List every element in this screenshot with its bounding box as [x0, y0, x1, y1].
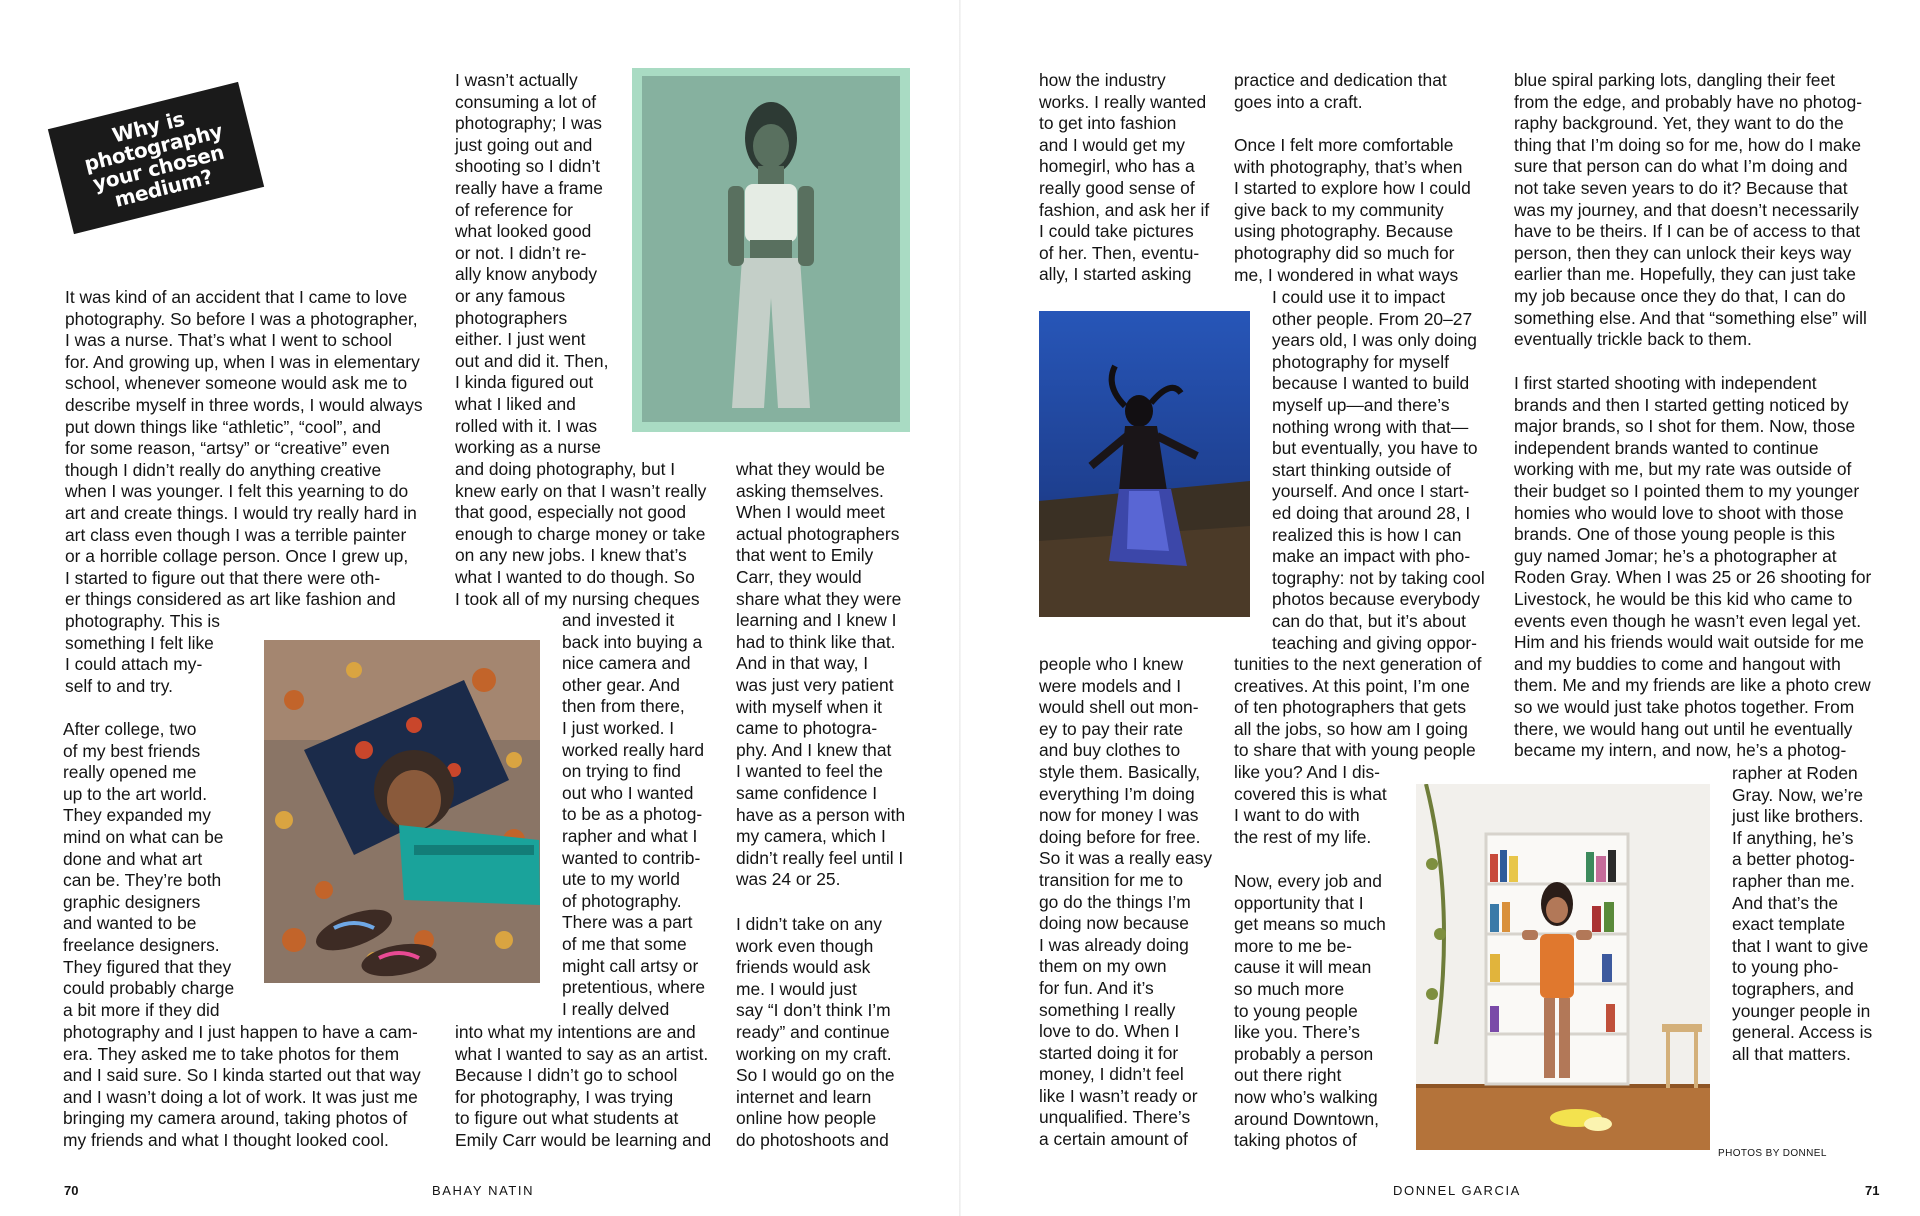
col6-paragraph-1: blue spiral parking lots, dangling their feet from the edge, and probably have no photog- raphy background. Yet, they want to do the thing that I’m doing so for me, how do I make sure that person can do what I’m doing and not take seven years to do it? Because that was my journey, and that doesn’t necessarily have to be theirs. If I can be of access to that person, then they can unlock their keys way earlier than me. Hopefully, they can just take my job because once they do that, I can do something else. And that “something else” will eventually trickle back to them.	[1514, 70, 1867, 350]
col6-paragraph-2: I first started shooting with independent brands and then I started getting noticed by major brands, so I shot for them. Now, those independent brands wanted to continue working with me, but my rate was outside of their budget so I pointed them to my younger homies who would love to shoot with those brands. One of those young people is this guy named Jomar; he’s a photographer at Roden Gray. When I was 25 or 26 shooting for Livestock, he would be this kid who came to events even though he wasn’t even legal yet. Him and his friends would wait outside for me and my buddies to come and hangout with them. Me and my friends are like a photo crew so we would just take photos together. From there, we would hang out until he eventually became my intern, and now, he’s a photog-	[1514, 373, 1872, 761]
col4-paragraph-1: how the industry works. I really wanted to get into fashion and I would get my homegirl, who has a really good sense of fashion, and ask her if I could take pictures of her. Then, eventu- ally, I started asking	[1039, 70, 1210, 285]
photo-blue-hour-field	[1039, 311, 1250, 617]
page-number-right: 71	[1865, 1183, 1880, 1198]
col3-paragraph-2: I didn’t take on any work even though friends would ask me. I would just say “I don’t think I’m ready” and continue working on my craft. So I would go on the internet and learn online how people do photoshoots and	[736, 914, 895, 1150]
photo-bookshelf-interior	[1416, 784, 1710, 1150]
col2-paragraph-2: and doing photography, but I knew early on that I wasn’t really that good, especially not good enough to charge money or take on any new jobs. I knew that’s what I wanted to do though. So I took all of my nursing cheques	[455, 459, 707, 609]
col1-paragraph-1: It was kind of an accident that I came to love photography. So before I was a photographer, I was a nurse. That’s what I went to school for. And growing up, when I was in elementary school, whenever someone would ask me to describe myself in three words, I would always put down things like “athletic”, “cool”, and for some reason, “artsy” or “creative” even though I didn’t really do anything creative when I was younger. I felt this yearning to do art and create things. I would try really hard in art class even though I was a terrible painter or a horrible collage person. Once I grew up, I started to figure out that there were oth- er things considered as art like fashion and photography. This is something I felt like I could attach my- self to and try.	[65, 287, 423, 696]
running-header-left: BAHAY NATIN	[432, 1183, 535, 1198]
col1-paragraph-3: photography and I just happen to have a cam- era. They asked me to take photos for them and I said sure. So I kinda started out that way and I wasn’t doing a lot of work. It was just me bringing my camera around, taking photos of my friends and what I thought looked cool.	[63, 1022, 421, 1150]
running-header-right: DONNEL GARCIA	[1393, 1183, 1521, 1198]
photo-standing-portrait-mint	[632, 68, 910, 432]
question-heading: Why is photography your chosen medium?	[81, 106, 227, 212]
col5-paragraph-1: practice and dedication that goes into a craft.	[1234, 70, 1447, 112]
col6-paragraph-3: rapher at Roden Gray. Now, we’re just like brothers. If anything, he’s a better photog- rapher than me. And that’s the exact template that I want to give to young pho- tographers, and younger people in general. Access is all that matters.	[1732, 763, 1873, 1064]
question-badge	[48, 82, 264, 234]
col5-paragraph-2: Once I felt more comfortable with photography, that’s when I started to explore how I could give back to my community using photography. Because photography did so much for me, I wondered in what ways	[1234, 135, 1471, 285]
col4-paragraph-2: people who I knew were models and I would shell out mon- ey to pay their rate and buy clothes to style them. Basically, everything I’m doing now for money I was doing before for free. So it was a really easy transition for me to go do the things I’m doing now because I was already doing them on my own for fun. And it’s something I really love to do. When I started doing it for money, I didn’t feel like I wasn’t ready or unqualified. There’s a certain amount of	[1039, 654, 1213, 1150]
page-number-left: 70	[64, 1183, 79, 1198]
col2-paragraph-3: and invested it back into buying a nice camera and other gear. And then from there, I just worked. I worked really hard on trying to find out who I wanted to be as a photog- rapher and what I wanted to contrib- ute to my world of photography. There was a part of me that some might call artsy or pretentious, where I really delved	[562, 610, 706, 1019]
col5-paragraph-5: Now, every job and opportunity that I get means so much more to me be- cause it will mean so much more to young people like you. There’s probably a person out there right now who’s walking around Downtown, taking photos of	[1234, 871, 1386, 1151]
col2-paragraph-4: into what my intentions are and what I wanted to say as an artist. Because I didn’t go to school for photography, I was trying to figure out what students at Emily Carr would be learning and	[455, 1022, 712, 1150]
col1-paragraph-2: After college, two of my best friends really opened me up to the art world. They expanded my mind on what can be done and what art can be. They’re both graphic designers and wanted to be freelance designers. They figured that they could probably charge a bit more if they did	[63, 719, 235, 1020]
col5-paragraph-4: tunities to the next generation of creatives. At this point, I’m one of ten photographers that gets all the jobs, so how am I going to share that with young people like you? And I dis- covered this is what I want to do with the rest of my life.	[1234, 654, 1482, 847]
page-gutter	[959, 0, 961, 1216]
col2-paragraph-1: I wasn’t actually consuming a lot of photography; I was just going out and shooting so I didn’t really have a frame of reference for what looked good or not. I didn’t re- ally know anybody or any famous photographers either. I just went out and did it. Then, I kinda figured out what I liked and rolled with it. I was working as a nurse	[455, 70, 609, 458]
photo-autumn-leaves-portrait	[264, 640, 540, 983]
photo-credit: PHOTOS BY DONNEL	[1718, 1148, 1827, 1159]
col3-paragraph-1: what they would be asking themselves. When I would meet actual photographers that went to Emily Carr, they would share what they were learning and I knew I had to think like that. And in that way, I was just very patient with myself when it came to photogra- phy. And I knew that I wanted to feel the same confidence I have as a person with my camera, which I didn’t really feel until I was 24 or 25.	[736, 459, 906, 890]
col5-paragraph-3: I could use it to impact other people. From 20–27 years old, I was only doing photography for myself because I wanted to build myself up—and there’s nothing wrong with that— but eventually, you have to start thinking outside of yourself. And once I start- ed doing that around 28, I realized this is how I can make an impact with pho- tography: not by taking cool photos because everybody can do that, but it’s about teaching and giving oppor-	[1272, 287, 1485, 653]
